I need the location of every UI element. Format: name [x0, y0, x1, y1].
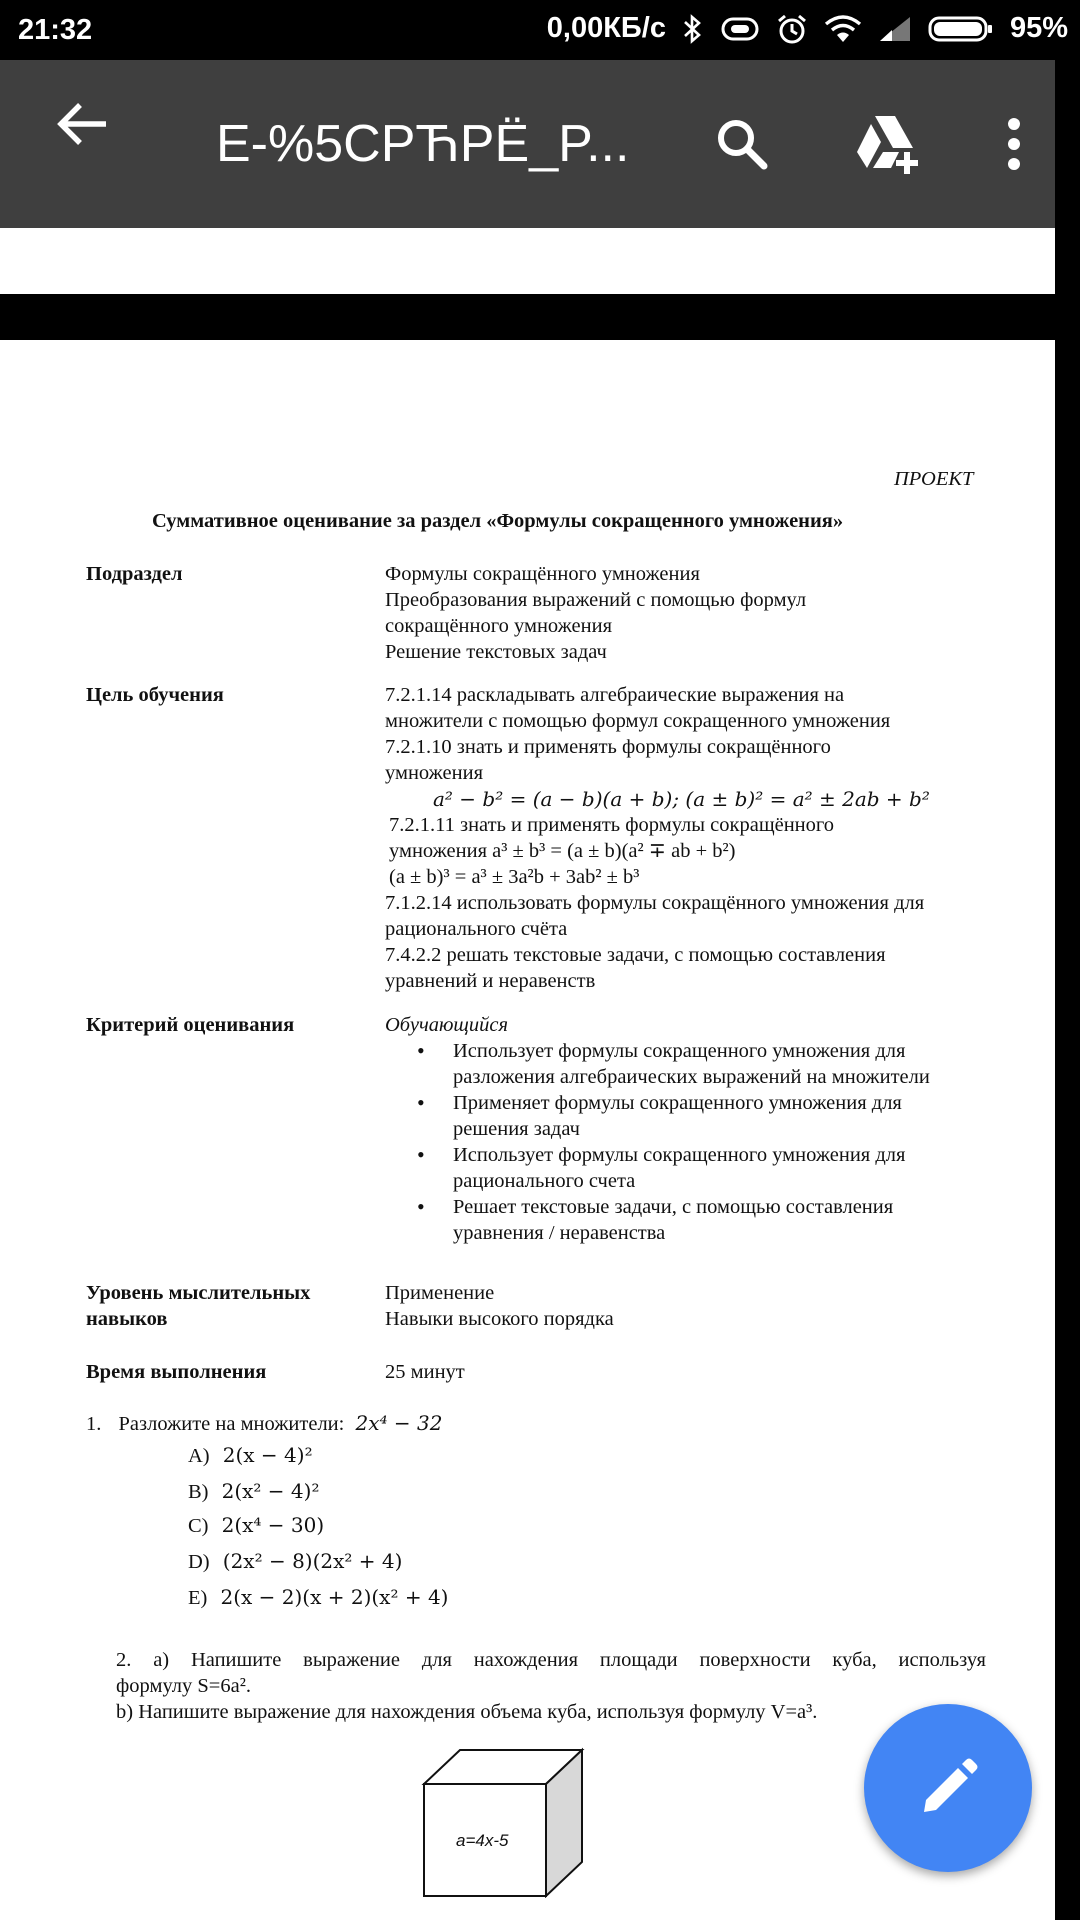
- row-value-thinking-level: [385, 1280, 614, 1332]
- answer-option-c: C) 2(x⁴ − 30): [188, 1513, 325, 1537]
- list-item: • Использует формулы сокращенного умножения для разложения алгебраических выражений на множители: [385, 1038, 1005, 1090]
- bluetooth-icon: [682, 14, 704, 44]
- status-icons: [547, 12, 1068, 45]
- row-value-subsection: [385, 561, 806, 665]
- back-button[interactable]: [52, 94, 112, 154]
- criteria-intro: Обучающийся: [385, 1014, 509, 1036]
- wifi-icon: [824, 14, 862, 44]
- text-line: Преобразования выражений с помощью формул: [385, 589, 807, 611]
- answer-option-a: A) 2(x − 4)²: [188, 1443, 313, 1467]
- list-item: • Применяет формулы сокращенного умножения для решения задач: [385, 1090, 1005, 1142]
- question-2a-line2: формулу S=6a².: [116, 1675, 251, 1697]
- question-2a-line1: 2. a) Напишите выражение для нахождения площади поверхности куба, используя: [116, 1649, 986, 1671]
- text-line: уравнений и неравенств: [385, 970, 596, 992]
- alarm-icon: [776, 13, 808, 45]
- text-line: Применение: [385, 1282, 495, 1304]
- signal-icon: [878, 15, 912, 43]
- row-value-duration: 25 минут: [385, 1361, 465, 1383]
- answer-option-d: D) (2x² − 8)(2x² + 4): [188, 1549, 403, 1573]
- question-2b: b) Напишите выражение для нахождения объема куба, используя формулу V=a³.: [116, 1701, 818, 1723]
- pdf-viewer[interactable]: [0, 60, 1055, 1920]
- criteria-list: [385, 1038, 1005, 1246]
- search-icon: [714, 116, 770, 172]
- arrow-back-icon: [56, 102, 108, 146]
- battery-percent: 95%: [1009, 12, 1068, 44]
- app-toolbar: [0, 60, 1055, 228]
- row-value-learning-goal: [385, 682, 1005, 994]
- formula-line: (a ± b)³ = a³ ± 3a²b + 3ab² ± b³: [389, 866, 640, 888]
- row-label-subsection: Подраздел: [86, 563, 183, 585]
- answer-option-e: E) 2(x − 2)(x + 2)(x² + 4): [188, 1585, 449, 1609]
- drive-add-icon: [853, 112, 923, 176]
- text-line: 7.4.2.2 решать текстовые задачи, с помощью составления: [385, 944, 886, 966]
- text-line: 7.2.1.11 знать и применять формулы сокращённого: [389, 814, 835, 836]
- battery-icon: [928, 14, 994, 44]
- text-line: умножения: [385, 762, 484, 784]
- document-title: Суммативное оценивание за раздел «Формулы сокращенного умножения»: [152, 510, 844, 532]
- row-label-duration: Время выполнения: [86, 1361, 267, 1383]
- formula-line: умножения a³ ± b³ = (a ± b)(a² ∓ ab + b²): [389, 840, 736, 862]
- question-number: 1.: [86, 1413, 102, 1435]
- edit-fab-button[interactable]: [864, 1704, 1032, 1872]
- status-time: 21:32: [18, 14, 93, 46]
- document-title-bar: E-%5CPЋPЁ_P...: [216, 115, 630, 173]
- text-line: множители с помощью формул сокращенного умножения: [385, 710, 891, 732]
- text-line: 7.2.1.10 знать и применять формулы сокращённого: [385, 736, 831, 758]
- text-line: Решение текстовых задач: [385, 641, 607, 663]
- cube-label: a=4x-5: [456, 1831, 509, 1850]
- list-item: • Использует формулы сокращенного умножения для рационального счета: [385, 1142, 1005, 1194]
- status-bar: [0, 0, 1080, 60]
- row-label-criteria: Критерий оценивания: [86, 1014, 295, 1036]
- project-label: ПРОЕКТ: [894, 468, 974, 490]
- question-1: [86, 1410, 442, 1437]
- question-text: Разложите на множители:: [118, 1413, 345, 1435]
- document-page: [0, 340, 1055, 1920]
- question-expression: 2x⁴ − 32: [355, 1411, 443, 1435]
- more-options-button[interactable]: [996, 112, 1032, 176]
- more-vert-icon: [1006, 116, 1022, 172]
- text-line: 7.2.1.14 раскладывать алгебраические выражения на: [385, 684, 845, 706]
- network-speed: 0,00КБ/с: [546, 12, 666, 44]
- cube-figure: [420, 1746, 586, 1898]
- row-value-criteria: [385, 1012, 1005, 1246]
- edit-pencil-icon: [916, 1756, 980, 1820]
- text-line: рационального счёта: [385, 918, 568, 940]
- row-label-learning-goal: Цель обучения: [86, 684, 224, 706]
- answer-option-b: B) 2(x² − 4)²: [188, 1479, 320, 1503]
- row-label-thinking-level: Уровень мыслительных навыков: [86, 1282, 311, 1330]
- vibrate-icon: [720, 15, 760, 43]
- formula-line: a² − b² = (a − b)(a + b); (a ± b)² = a² ± 2ab + b²: [433, 787, 930, 811]
- text-line: 7.1.2.14 использовать формулы сокращённого умножения для: [385, 892, 925, 914]
- drive-add-button[interactable]: [852, 112, 924, 176]
- search-button[interactable]: [710, 112, 774, 176]
- list-item: • Решает текстовые задачи, с помощью составления уравнения / неравенства: [385, 1194, 1005, 1246]
- text-line: Навыки высокого порядка: [385, 1308, 614, 1330]
- text-line: Формулы сокращённого умножения: [385, 563, 700, 585]
- text-line: сокращённого умножения: [385, 615, 613, 637]
